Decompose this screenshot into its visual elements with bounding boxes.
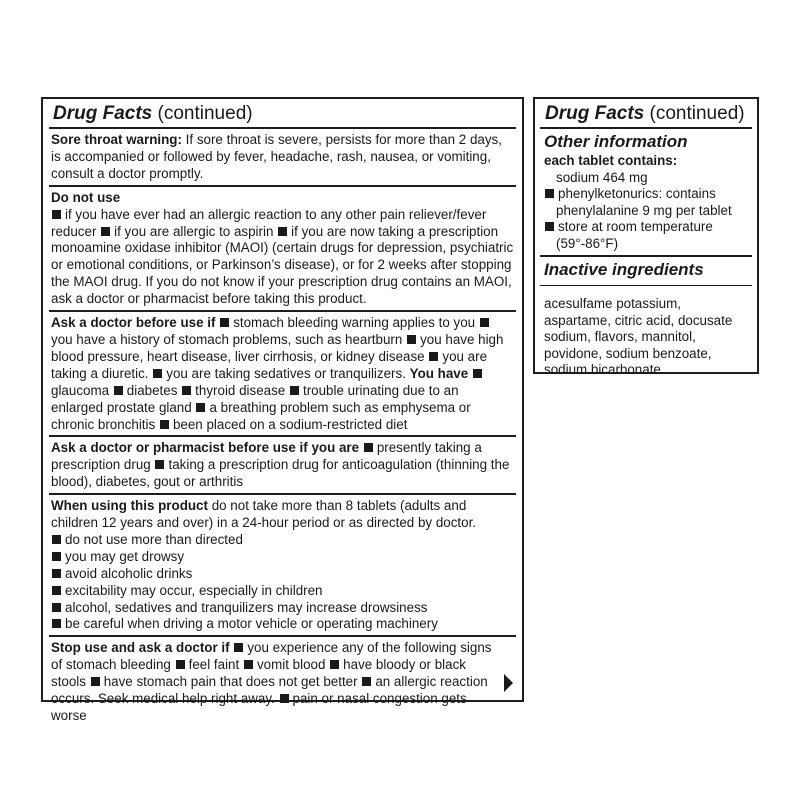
bullet-square-icon (196, 403, 205, 412)
bullet-square-icon (545, 222, 554, 231)
list-item: excitability may occur, especially in children (51, 583, 514, 600)
stop-use-section: Stop use and ask a doctor if you experience any of the following signs of stomach bleeding feel faint vomit blood have bloody or black stools have stomach pain that does not get better an allergic reaction occurs. Seek medical help right away. pain or nasal congestion gets worse (49, 635, 516, 727)
bullet-square-icon (473, 369, 482, 378)
you-have-label: You have (409, 365, 469, 381)
bullet-square-icon (52, 210, 61, 219)
bullet-square-icon (52, 552, 61, 561)
bullet-square-icon (52, 535, 61, 544)
bullet-square-icon (176, 660, 185, 669)
do-not-use-heading: Do not use (51, 189, 121, 205)
bullet-square-icon (244, 660, 253, 669)
left-panel-title: Drug Facts (continued) (53, 103, 253, 124)
bullet-square-icon (52, 586, 61, 595)
bullet-square-icon (234, 643, 243, 652)
stop-use-heading: Stop use and ask a doctor if (51, 640, 230, 656)
bullet-square-icon (280, 694, 289, 703)
list-item: you may get drowsy (51, 549, 514, 566)
bullet-square-icon (362, 677, 371, 686)
continued-arrow-icon (504, 674, 513, 692)
bullet-square-icon (153, 369, 162, 378)
do-not-use-section: Do not use if you have ever had an allergic reaction to any other pain reliever/fever reducer if you are allergic to aspirin if you are now taking a prescription monoamine oxidase inhibitor (MAOI) (certain drugs for depression, psychiatric or emotional conditions, or Parkinson’s disease), or for 2 weeks after stopping the MAOI drug. If you do not know if your prescription drug contains an MAOI, ask a doctor or pharmacist before taking this product. (49, 185, 516, 310)
drug-facts-right-panel (533, 97, 759, 377)
list-item: alcohol, sedatives and tranquilizers may increase drowsiness (51, 600, 514, 617)
sore-throat-warning: Sore throat warning: If sore throat is severe, persists for more than 2 days, is accompanied or followed by fever, headache, rash, nausea, or vomiting, consult a doctor promptly. (49, 127, 516, 185)
other-information-section (540, 127, 752, 255)
inactive-ingredients-heading: Inactive ingredients (544, 260, 704, 279)
bullet-square-icon (429, 352, 438, 361)
bullet-square-icon (114, 386, 123, 395)
list-item: avoid alcoholic drinks (51, 566, 514, 583)
sore-throat-heading: Sore throat warning: (51, 132, 182, 147)
bullet-square-icon (160, 420, 169, 429)
bullet-square-icon (155, 460, 164, 469)
bullet-square-icon (52, 603, 61, 612)
ask-pharmacist-heading: Ask a doctor or pharmacist before use if you are (51, 440, 360, 456)
bullet-square-icon (278, 227, 287, 236)
bullet-square-icon (91, 677, 100, 686)
bullet-square-icon (182, 386, 191, 395)
when-using-section: When using this product do not take more than 8 tablets (adults and children 12 years and over) in a 24-hour period or as directed by doctor. do not use more than directed you may get drowsy avoid alcoholic drinks excitability may occur, especially in children alcohol, sedatives and tranquilizers may increase drowsiness be careful when driving a motor vehicle or operating machinery (49, 493, 516, 635)
sodium-value: sodium 464 mg (556, 169, 648, 185)
list-item: phenylketonurics: contains phenylalanine 9 mg per tablet (544, 186, 748, 219)
list-item: store at room temperature (59°-86°F) (544, 219, 748, 255)
bullet-square-icon (101, 227, 110, 236)
bullet-square-icon (330, 660, 339, 669)
list-item: do not use more than directed (51, 532, 514, 549)
right-panel-title: Drug Facts (continued) (545, 103, 745, 124)
bullet-square-icon (480, 318, 489, 327)
tablet-contains-label: each tablet contains: (544, 153, 678, 168)
when-using-heading: When using this product (51, 498, 208, 514)
ask-doctor-heading: Ask a doctor before use if (51, 315, 216, 331)
bullet-square-icon (290, 386, 299, 395)
list-item: be careful when driving a motor vehicle or operating machinery (51, 616, 514, 633)
inactive-ingredients-section (540, 255, 752, 379)
drug-facts-left-panel (41, 97, 524, 723)
bullet-square-icon (52, 619, 61, 628)
bullet-square-icon (545, 189, 554, 198)
bullet-square-icon (52, 569, 61, 578)
inactive-ingredients-list: acesulfame potassium, aspartame, citric acid, docusate sodium, flavors, mannitol, povidone, sodium benzoate, sodium bicarbonate (544, 296, 733, 377)
bullet-square-icon (364, 443, 373, 452)
bullet-square-icon (220, 318, 229, 327)
ask-pharmacist-section: Ask a doctor or pharmacist before use if you are presently taking a prescription drug taking a prescription drug for anticoagulation (thinning the blood), diabetes, gout or arthritis (49, 435, 516, 493)
other-information-heading: Other information (544, 132, 688, 151)
ask-doctor-section: Ask a doctor before use if stomach bleeding warning applies to you you have a history of stomach problems, such as heartburn you have high blood pressure, heart disease, liver cirrhosis, or kidney disease you are taking a diuretic. you are taking sedatives or tranquilizers. You have glaucoma diabetes thyroid disease trouble urinating due to an enlarged prostate gland a breathing problem such as emphysema or chronic bronchitis been placed on a sodium-restricted diet (49, 310, 516, 435)
bullet-square-icon (407, 335, 416, 344)
